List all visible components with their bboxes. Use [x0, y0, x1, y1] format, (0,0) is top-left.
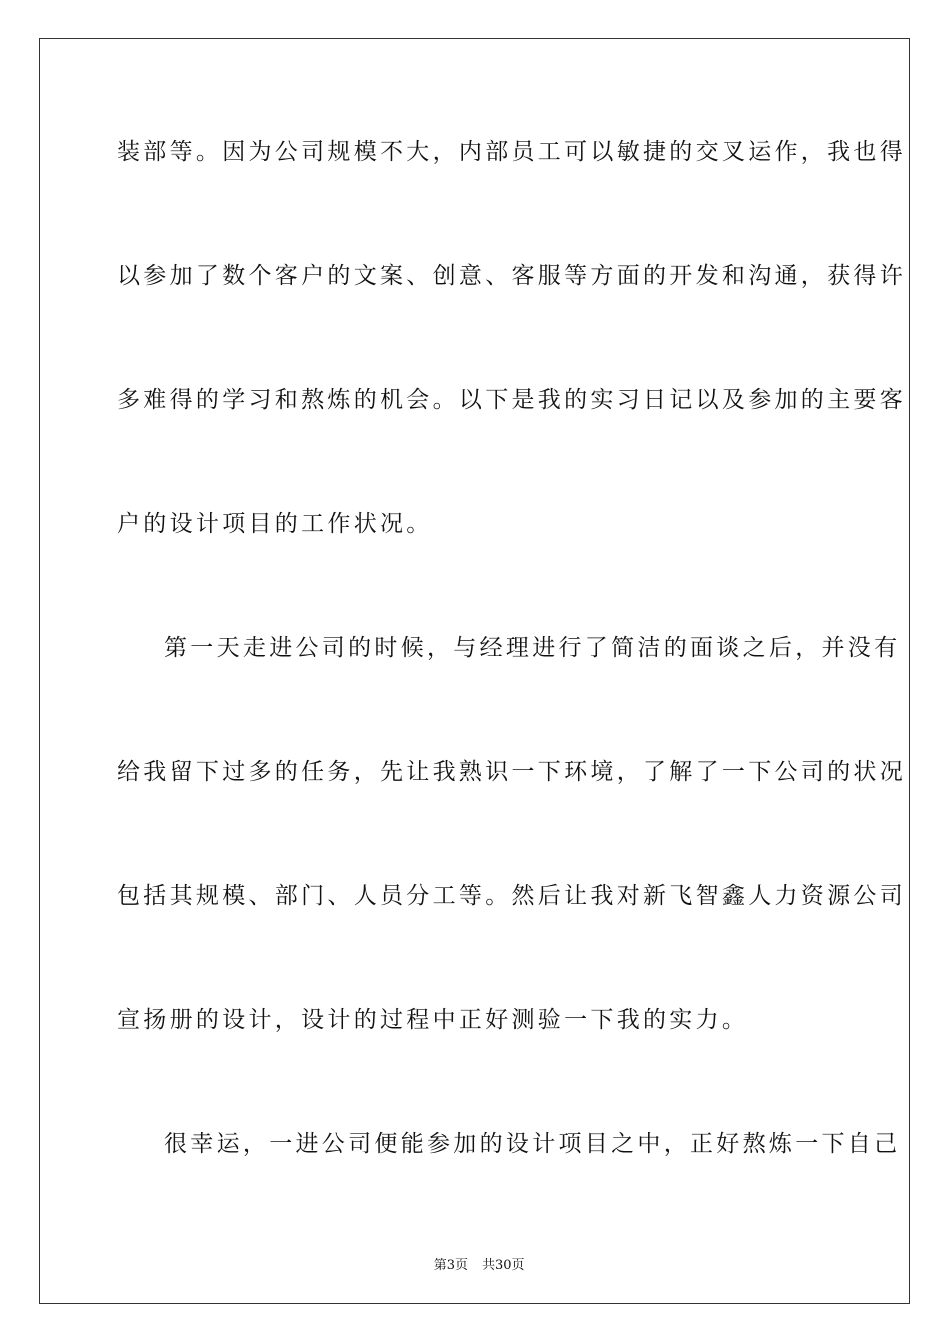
text-line-4: 户的设计项目的工作状况。: [117, 511, 433, 537]
text-line-8: 宣扬册的设计，设计的过程中正好测验一下我的实力。: [117, 1007, 749, 1033]
page-footer: [0, 1242, 950, 1274]
total-pages: 共30页: [482, 1258, 525, 1273]
text-line-7: 包括其规模、部门、人员分工等。然后让我对新飞智鑫人力资源公司: [117, 883, 906, 909]
page-frame: [39, 38, 910, 1304]
text-line-3: 多难得的学习和熬炼的机会。以下是我的实习日记以及参加的主要客: [117, 387, 906, 413]
text-line-1: 装部等。因为公司规模不大，内部员工可以敏捷的交叉运作，我也得: [117, 139, 906, 165]
page-number: 第3页: [433, 1258, 468, 1273]
text-line-9-paragraph-start: 很幸运，一进公司便能参加的设计项目之中，正好熬炼一下自己: [164, 1131, 901, 1157]
text-line-2: 以参加了数个客户的文案、创意、客服等方面的开发和沟通，获得许: [117, 263, 906, 289]
text-line-6: 给我留下过多的任务，先让我熟识一下环境，了解了一下公司的状况: [117, 759, 906, 785]
text-line-5-paragraph-start: 第一天走进公司的时候，与经理进行了简洁的面谈之后，并没有: [164, 635, 901, 661]
